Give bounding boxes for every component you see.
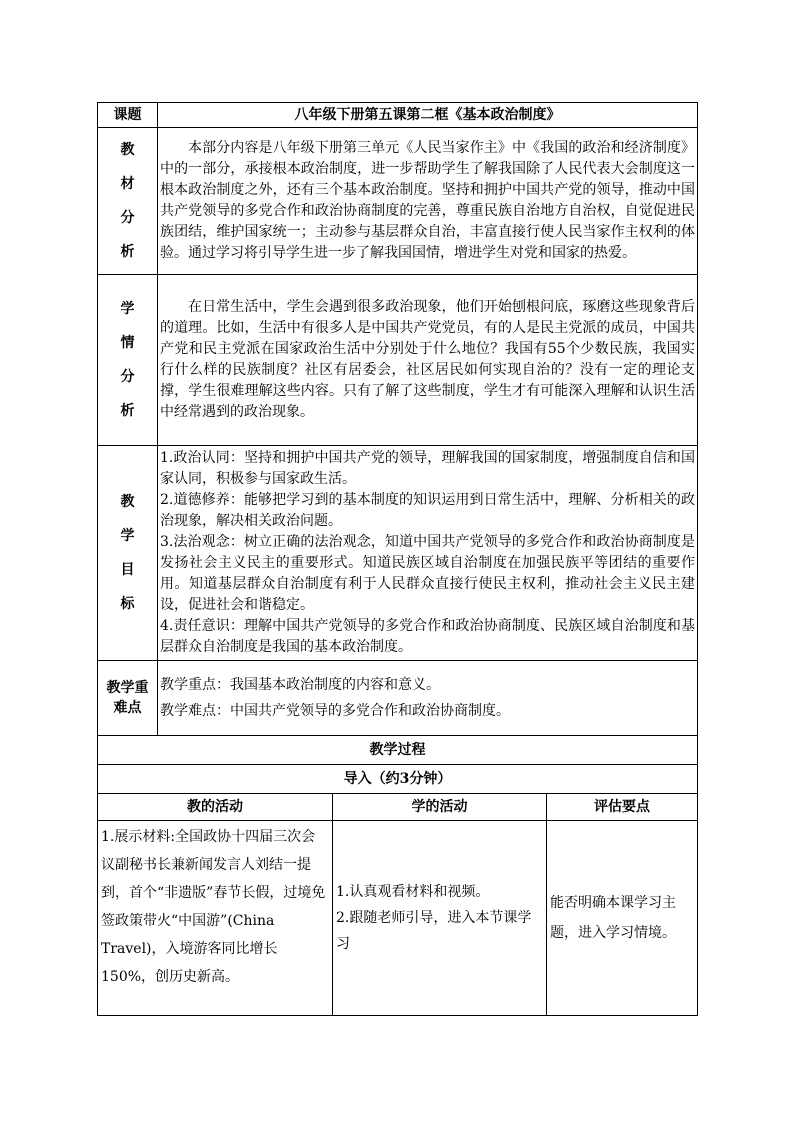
objective-item: 2.道德修养：能够把学习到的基本制度的知识运用到日常生活中，理解、分析相关的政治现象，解决相关政治问题。	[160, 492, 695, 529]
student-activity-item: 2.跟随老师引导，进入本节课学习	[336, 910, 532, 952]
header-row	[98, 103, 698, 128]
key-points-text	[158, 661, 698, 736]
evaluation-point: 能否明确本课学习主题，进入学习情境。	[547, 821, 698, 1016]
process-title: 教学过程	[98, 736, 698, 765]
key-point: 教学重点：我国基本政治制度的内容和意义。	[160, 677, 440, 693]
student-analysis-row	[98, 275, 698, 446]
student-analysis-label: 学 情 分 析	[98, 275, 158, 446]
objectives-list	[158, 446, 698, 661]
objective-item: 4.责任意识：理解中国共产党领导的多党合作和政治协商制度、民族区域自治制度和基层群众自治制度是我国的基本政治制度。	[160, 618, 695, 655]
lesson-plan-page	[97, 102, 697, 1016]
material-analysis-row	[98, 128, 698, 275]
objectives-row	[98, 446, 698, 661]
key-points-label: 教学重 难点	[98, 661, 158, 736]
column-teacher-activity: 教的活动	[98, 794, 333, 821]
objectives-label: 教 学 目 标	[98, 446, 158, 661]
objective-item: 3.法治观念：树立正确的法治观念，知道中国共产党领导的多党合作和政治协商制度是发扬社会主义民主的重要形式。知道民族区域自治制度在加强民族平等团结的重要作用。知道基层群众自治制度有利于人民群众直接行使民主权利，推动社会主义民主建设，促进社会和谐稳定。	[160, 534, 695, 613]
lesson-title: 八年级下册第五课第二框《基本政治制度》	[158, 103, 698, 128]
activity-row	[98, 821, 698, 1016]
material-analysis-text: 本部分内容是八年级下册第三单元《人民当家作主》中《我国的政治和经济制度》中的一部分，承接根本政治制度，进一步帮助学生了解我国除了人民代表大会制度这一根本政治制度之外，还有三个基本政治制度。坚持和拥护中国共产党的领导，推动中国共产党领导的多党合作和政治协商制度的完善，尊重民族自治地方自治权，自觉促进民族团结，维护国家统一；主动参与基层群众自治，丰富直接行使人民当家作主权利的体验。通过学习将引导学生进一步了解我国国情，增进学生对党和国家的热爱。	[158, 128, 698, 275]
process-header-row	[98, 794, 698, 821]
intro-row	[98, 765, 698, 794]
topic-label: 课题	[98, 103, 158, 128]
column-student-activity: 学的活动	[333, 794, 547, 821]
student-analysis-text: 在日常生活中，学生会遇到很多政治现象，他们开始刨根问底，琢磨这些现象背后的道理。比如，生活中有很多人是中国共产党党员，有的人是民主党派的成员，中国共产党和民主党派在国家政治生活中分别处于什么地位？我国有55个少数民族，我国实行什么样的民族制度？社区有居委会，社区居民如何实现自治的？没有一定的理论支撑，学生很难理解这些内容。只有了解了这些制度，学生才有可能深入理解和认识生活中经常遇到的政治现象。	[158, 275, 698, 446]
student-activity-item: 1.认真观看材料和视频。	[336, 884, 490, 900]
student-activity	[333, 821, 547, 1016]
difficult-point: 教学难点：中国共产党领导的多党合作和政治协商制度。	[160, 703, 510, 719]
intro-title: 导入（约3分钟）	[98, 765, 698, 794]
objective-item: 1.政治认同：坚持和拥护中国共产党的领导，理解我国的国家制度，增强制度自信和国家认同，积极参与国家政生活。	[160, 450, 695, 487]
key-points-row	[98, 661, 698, 736]
teacher-activity: 1.展示材料:全国政协十四届三次会议副秘书长兼新闻发言人刘结一提到，首个“非遗版”春节长假，过境免签政策带火“中国游”(China Travel)，入境游客同比增长150%，创历史新高。	[98, 821, 333, 1016]
column-evaluation: 评估要点	[547, 794, 698, 821]
process-title-row	[98, 736, 698, 765]
lesson-plan-table	[97, 102, 698, 1016]
material-analysis-label: 教 材 分 析	[98, 128, 158, 275]
